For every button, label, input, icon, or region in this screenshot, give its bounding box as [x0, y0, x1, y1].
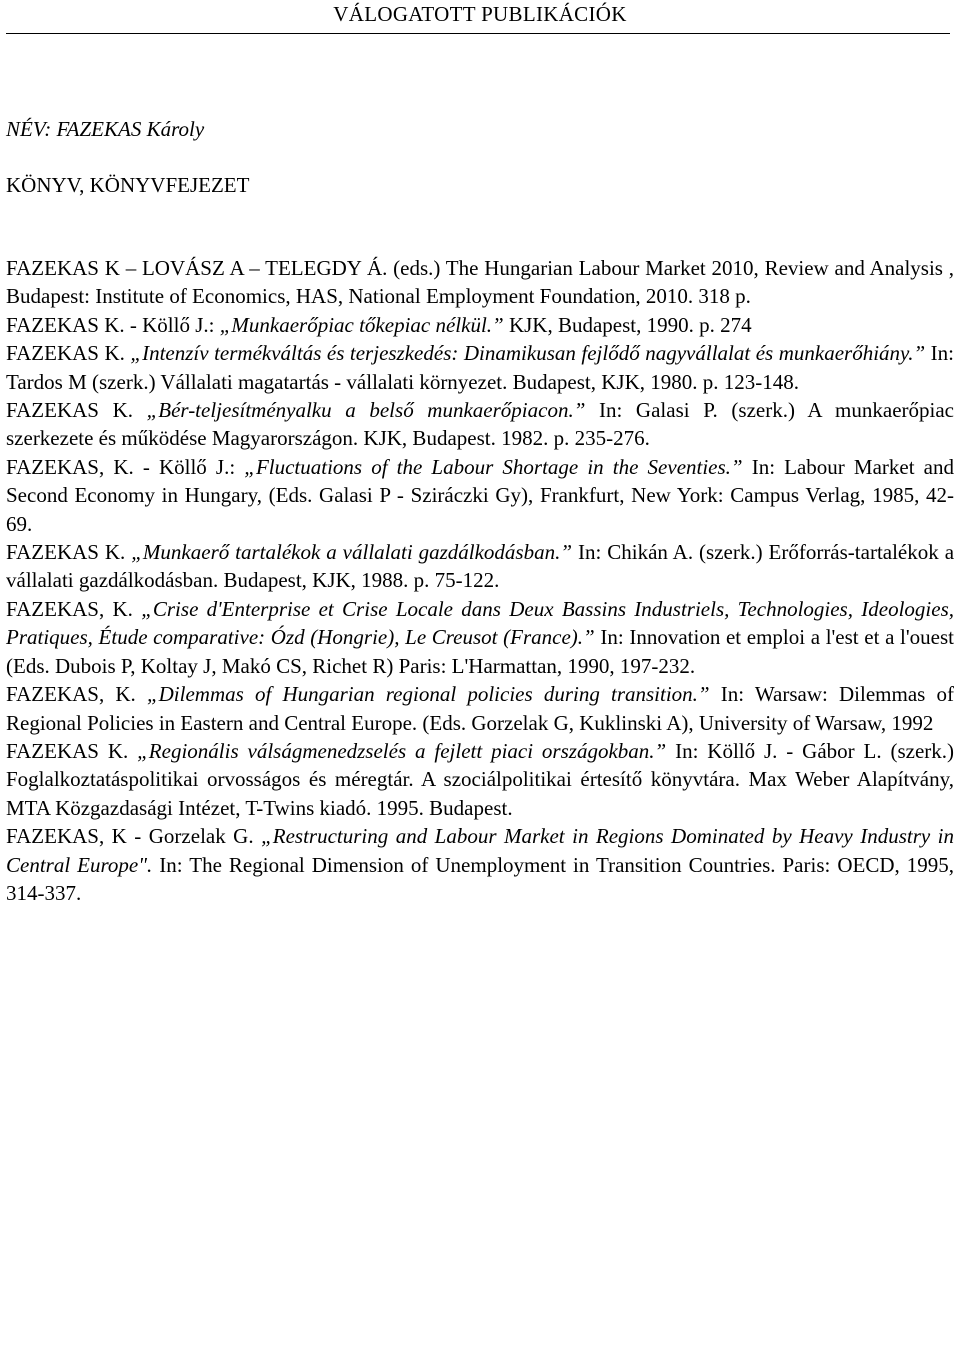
publication-entry: FAZEKAS K. - Köllő J.: „Munkaerőpiac tőkepiac nélkül.” KJK, Budapest, 1990. p. 274 — [6, 312, 752, 337]
page-header — [0, 2, 960, 27]
section-heading: KÖNYV, KÖNYVFEJEZET — [6, 173, 250, 197]
publication-entry: FAZEKAS, K. „Crise d'Enterprise et Crise Locale dans Deux Bassins Industriels, Technologies, Ideologies, Pratiques, Étude comparative: Ózd (Hongrie), Le Creusot (France).” In: Innovation et emploi a l'est et a l'ouest (Eds. Dubois P, Koltay J, Makó CS, Richet R) Paris: L'Harmattan, 1990, 197-232. — [6, 596, 954, 678]
header-rule — [6, 33, 950, 34]
publication-entry: FAZEKAS K. „Munkaerő tartalékok a vállalati gazdálkodásban.” In: Chikán A. (szerk.) Erőforrás-tartalékok a vállalati gazdálkodásban. Budapest, KJK, 1988. p. 75-122. — [6, 540, 955, 593]
author-name: NÉV: FAZEKAS Károly — [6, 117, 205, 141]
publication-entry: FAZEKAS, K. „Dilemmas of Hungarian regional policies during transition.” In: Warsaw: Dilemmas of Regional Policies in Eastern and Central Europe. (Eds. Gorzelak G, Kuklinski A), University of Warsaw, 1992 — [6, 682, 954, 735]
publication-entry: FAZEKAS, K - Gorzelak G. „Restructuring and Labour Market in Regions Dominated by Heavy Industry in Central Europe". In: The Regional Dimension of Unemployment in Transition Countries. Paris: OECD, 1995, 314-337. — [6, 824, 955, 905]
publication-entry: FAZEKAS K. „Intenzív termékváltás és terjeszkedés: Dinamikusan fejlődő nagyvállalat és munkaerőhiány.” In: Tardos M (szerk.) Vállalati magatartás - vállalati környezet. Budapest, KJK, 1980. p. 123-148. — [6, 341, 954, 394]
publication-entry: FAZEKAS K – LOVÁSZ A – TELEGDY Á. (eds.) The Hungarian Labour Market 2010, Review and Analysis , Budapest: Institute of Economics, HAS, National Employment Foundation, 2010. 318 p. — [6, 256, 954, 309]
publication-entry: FAZEKAS, K. - Köllő J.: „Fluctuations of the Labour Shortage in the Seventies.” In: Labour Market and Second Economy in Hungary, (Eds. Galasi P - Sziráczki Gy), Frankfurt, New York: Campus Verlag, 1985, 42-69. — [6, 454, 954, 536]
publication-entry: FAZEKAS K. „Regionális válságmenedzselés a fejlett piaci országokban.” In: Köllő J. - Gábor L. (szerk.) Foglalkoztatáspolitikai orvosságos és méregtár. A szociálpolitikai értesítő könyvtára. Max Weber Alapítvány, MTA Közgazdasági Intézet, T-Twins kiadó. 1995. Budapest. — [6, 738, 954, 820]
publication-list — [6, 254, 954, 907]
publication-entry: FAZEKAS K. „Bér-teljesítményalku a belső munkaerőpiacon.” In: Galasi P. (szerk.) A munkaerőpiac szerkezete és működése Magyarországon. KJK, Budapest. 1982. p. 235-276. — [6, 398, 954, 451]
header-title: VÁLOGATOTT PUBLIKÁCIÓK — [333, 2, 627, 26]
